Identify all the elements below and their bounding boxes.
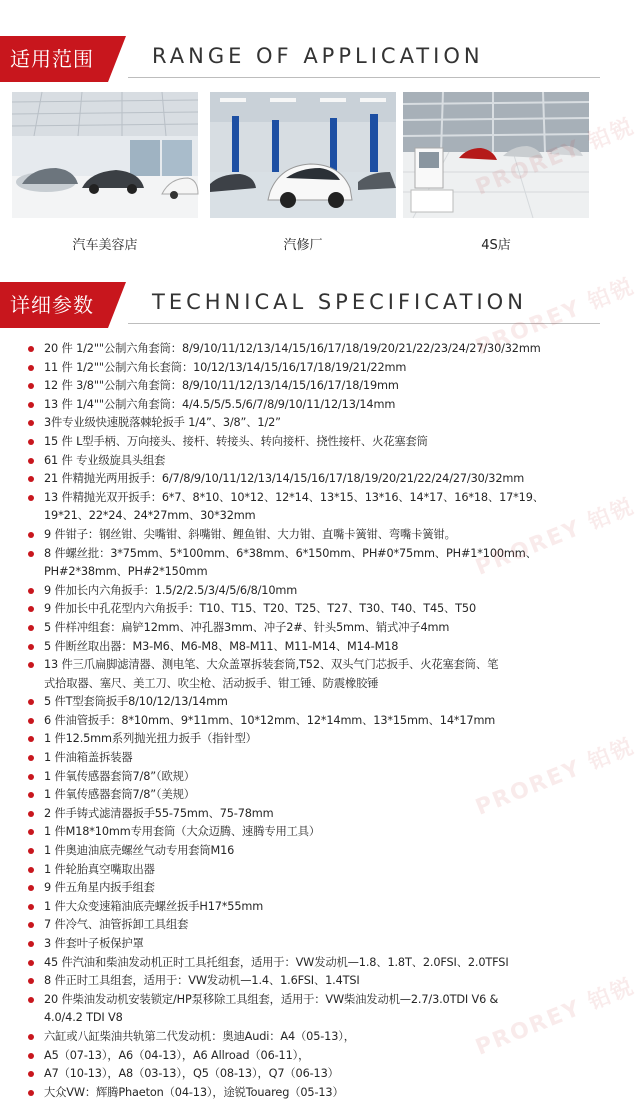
- bullet-icon: [28, 365, 34, 371]
- spec-item: [24, 991, 590, 1010]
- specification-english-title: TECHNICAL SPECIFICATION: [152, 290, 527, 314]
- spec-item: [24, 1065, 590, 1084]
- bullet-icon: [28, 997, 34, 1003]
- specification-header: [0, 282, 600, 328]
- spec-item: [24, 786, 590, 805]
- watermark-logo: PROREY 铂锐: [472, 494, 639, 581]
- bullet-icon: [28, 532, 34, 538]
- watermark-logo: PROREY 铂锐: [472, 734, 639, 821]
- specification-tab-label: 详细参数: [0, 282, 108, 328]
- 4s-store-photo: [403, 92, 589, 218]
- spec-item: [24, 879, 590, 898]
- spec-item: [24, 712, 590, 731]
- spec-item-text: 13 件三爪扁脚滤清器、测电笔、大众盖罩拆装套筒,T52、双头气门芯扳手、火花塞套筒、笔: [44, 658, 499, 672]
- watermark-logo: 铂锐: [584, 114, 639, 156]
- bullet-icon: [28, 718, 34, 724]
- spec-item-text: A7（10-13），A8（03-13），Q5（08-13），Q7（06-13）: [44, 1067, 339, 1081]
- spec-item: [24, 507, 590, 526]
- spec-item-text: 9 件加长内六角扳手：1.5/2/2.5/3/4/5/6/8/10mm: [44, 583, 298, 597]
- bullet-icon: [28, 551, 34, 557]
- spec-item-text: 1 件12.5mm系列抛光扭力扳手（指针型）: [44, 732, 257, 746]
- bullet-icon: [28, 829, 34, 835]
- repair-shop-photo: [210, 92, 396, 218]
- spec-item: [24, 1047, 590, 1066]
- bullet-icon: [28, 867, 34, 873]
- spec-item: [24, 1028, 590, 1047]
- spec-item: [24, 340, 590, 359]
- spec-item-text: 8 件螺丝批：3*75mm、5*100mm、6*38mm、6*150mm、PH#0*75mm、PH#1*100mm、: [44, 546, 537, 560]
- spec-item-text: 8 件正时工具组套，适用于：VW发动机—1.4、1.6FSI、1.4TSI: [44, 974, 360, 988]
- spec-item: [24, 954, 590, 973]
- spec-item-text: 六缸或八缸柴油共轨第二代发动机：奥迪Audi：A4（05-13），: [44, 1029, 355, 1043]
- bullet-icon: [28, 941, 34, 947]
- application-header: [0, 36, 600, 82]
- spec-item: [24, 730, 590, 749]
- spec-item: [24, 842, 590, 861]
- bullet-icon: [28, 644, 34, 650]
- bullet-icon: [28, 346, 34, 352]
- spec-item-text: 1 件氧传感器套筒7/8”（欧规）: [44, 769, 195, 783]
- bullet-icon: [28, 1034, 34, 1040]
- spec-item-text: 15 件 L型手柄、万向接头、接杆、转接头、转向接杆、挠性接杆、火花塞套筒: [44, 434, 428, 448]
- spec-item-text: 1 件油箱盖拆装器: [44, 751, 133, 765]
- spec-item-text: 13 件 1/4""公制六角套筒：4/4.5/5/5.5/6/7/8/9/10/11/12/13/14mm: [44, 397, 396, 411]
- spec-item-text: 9 件加长中孔花型内六角扳手：T10、T15、T20、T25、T27、T30、T40、T45、T50: [44, 602, 476, 616]
- spec-item: [24, 563, 590, 582]
- watermark-logo: PROREY 铂锐: [472, 974, 639, 1061]
- spec-item: [24, 749, 590, 768]
- bullet-icon: [28, 699, 34, 705]
- bullet-icon: [28, 402, 34, 408]
- bullet-icon: [28, 588, 34, 594]
- spec-item: [24, 452, 590, 471]
- bullet-icon: [28, 1090, 34, 1096]
- bullet-icon: [28, 476, 34, 482]
- spec-item: [24, 359, 590, 378]
- spec-item-text: 12 件 3/8""公制六角套筒：8/9/10/11/12/13/14/15/16/17/18/19mm: [44, 379, 399, 393]
- bullet-icon: [28, 439, 34, 445]
- car-beauty-shop-photo: [12, 92, 198, 218]
- bullet-icon: [28, 922, 34, 928]
- bullet-icon: [28, 420, 34, 426]
- bullet-icon: [28, 755, 34, 761]
- bullet-icon: [28, 774, 34, 780]
- bullet-icon: [28, 495, 34, 501]
- bullet-icon: [28, 904, 34, 910]
- application-photos: [12, 92, 596, 222]
- spec-item-text: 5 件断丝取出器：M3-M6、M6-M8、M8-M11、M11-M14、M14-M18: [44, 639, 399, 653]
- spec-item: [24, 638, 590, 657]
- spec-item: [24, 489, 590, 508]
- spec-item-text: 9 件五角星内扳手组套: [44, 881, 155, 895]
- spec-item-text: 1 件奥迪油底壳螺丝气动专用套筒M16: [44, 844, 235, 858]
- divider: [128, 77, 600, 78]
- photo-caption: 汽修厂: [283, 238, 323, 253]
- bullet-icon: [28, 606, 34, 612]
- bullet-icon: [28, 736, 34, 742]
- spec-item: [24, 823, 590, 842]
- spec-item-text: 9 件钳子：钢丝钳、尖嘴钳、斜嘴钳、鲤鱼钳、大力钳、直嘴卡簧钳、弯嘴卡簧钳。: [44, 527, 456, 541]
- spec-item: [24, 656, 590, 675]
- spec-item-text: 61 件 专业级旋具头组套: [44, 453, 166, 467]
- bullet-icon: [28, 792, 34, 798]
- photo-caption: 4S店: [481, 238, 511, 253]
- spec-item-text: 19*21、22*24、24*27mm、30*32mm: [44, 509, 256, 523]
- bullet-icon: [28, 625, 34, 631]
- spec-item: [24, 935, 590, 954]
- spec-item: [24, 805, 590, 824]
- photo-caption: 汽车美容店: [72, 238, 138, 253]
- spec-item: [24, 582, 590, 601]
- spec-item-text: 1 件氧传感器套筒7/8”（美规）: [44, 788, 195, 802]
- spec-item: [24, 433, 590, 452]
- spec-item-text: 21 件精抛光两用扳手：6/7/8/9/10/11/12/13/14/15/16/17/18/19/20/21/22/24/27/30/32mm: [44, 472, 525, 486]
- spec-item-text: 20 件 1/2""公制六角套筒：8/9/10/11/12/13/14/15/16/17/18/19/20/21/22/23/24/27/30/32mm: [44, 342, 541, 355]
- spec-item-text: 5 件T型套筒扳手8/10/12/13/14mm: [44, 695, 228, 709]
- spec-item: [24, 1084, 590, 1103]
- spec-item: [24, 898, 590, 917]
- bullet-icon: [28, 383, 34, 389]
- spec-item-text: 1 件轮胎真空嘴取出器: [44, 862, 155, 876]
- spec-item-text: 20 件柴油发动机安装锁定/HP泵移除工具组套，适用于：VW柴油发动机—2.7/3.0TDI V6 &: [44, 992, 499, 1006]
- spec-item: [24, 619, 590, 638]
- spec-item: [24, 377, 590, 396]
- bullet-icon: [28, 960, 34, 966]
- spec-item-text: 1 件M18*10mm专用套筒（大众迈腾、速腾专用工具）: [44, 825, 321, 839]
- spec-item-text: 45 件汽油和柴油发动机正时工具托组套，适用于：VW发动机—1.8、1.8T、2.0FSI、2.0TFSI: [44, 955, 509, 969]
- spec-item: [24, 545, 590, 564]
- divider: [128, 323, 600, 324]
- spec-item: [24, 600, 590, 619]
- bullet-icon: [28, 811, 34, 817]
- spec-item: [24, 470, 590, 489]
- application-tab-label: 适用范围: [0, 36, 108, 82]
- watermark-logo: PROREY 铂锐: [472, 274, 639, 361]
- spec-item-text: 1 件大众变速箱油底壳螺丝扳手H17*55mm: [44, 899, 264, 913]
- spec-item-text: 大众VW：辉腾Phaeton（04-13），途锐Touareg（05-13）: [44, 1085, 344, 1099]
- bullet-icon: [28, 885, 34, 891]
- spec-item-text: 11 件 1/2""公制六角长套筒：10/12/13/14/15/16/17/18/19/21/22mm: [44, 360, 407, 374]
- spec-item: [24, 861, 590, 880]
- application-english-title: RANGE OF APPLICATION: [152, 44, 484, 68]
- spec-item: [24, 1009, 590, 1028]
- spec-item: [24, 414, 590, 433]
- spec-item-text: 2 件手铸式滤清器扳手55-75mm、75-78mm: [44, 806, 274, 820]
- spec-item: [24, 526, 590, 545]
- bullet-icon: [28, 978, 34, 984]
- spec-item-text: 式拾取器、塞尺、美工刀、吹尘枪、活动扳手、钳工锤、防震橡胶锤: [44, 676, 379, 690]
- spec-item: [24, 768, 590, 787]
- bullet-icon: [28, 1053, 34, 1059]
- spec-item-text: 3 件套叶子板保护罩: [44, 937, 144, 950]
- spec-item: [24, 396, 590, 415]
- spec-item: [24, 972, 590, 991]
- spec-item-text: 6 件油管扳手：8*10mm、9*11mm、10*12mm、12*14mm、13*15mm、14*17mm: [44, 713, 496, 727]
- bullet-icon: [28, 662, 34, 668]
- bullet-icon: [28, 458, 34, 464]
- bullet-icon: [28, 848, 34, 854]
- spec-item-text: 4.0/4.2 TDI V8: [44, 1011, 123, 1025]
- spec-item: [24, 693, 590, 712]
- spec-item-text: 5 件样冲组套：扁铲12mm、冲孔器3mm、冲子2#、针头5mm、销式冲子4mm: [44, 620, 450, 634]
- spec-item-text: 13 件精抛光双开扳手：6*7、8*10、10*12、12*14、13*15、13*16、14*17、16*18、17*19、: [44, 490, 544, 504]
- spec-item-text: 7 件冷气、油管拆卸工具组套: [44, 918, 189, 932]
- spec-item: [24, 916, 590, 935]
- spec-item-text: 3件专业级快速脱落棘轮扳手 1/4”、3/8”、1/2”: [44, 416, 281, 430]
- spec-item-text: A5（07-13），A6（04-13），A6 Allroad（06-11），: [44, 1048, 310, 1062]
- specification-list: [24, 340, 590, 1102]
- bullet-icon: [28, 1071, 34, 1077]
- spec-item: [24, 675, 590, 694]
- spec-item-text: PH#2*38mm、PH#2*150mm: [44, 565, 208, 579]
